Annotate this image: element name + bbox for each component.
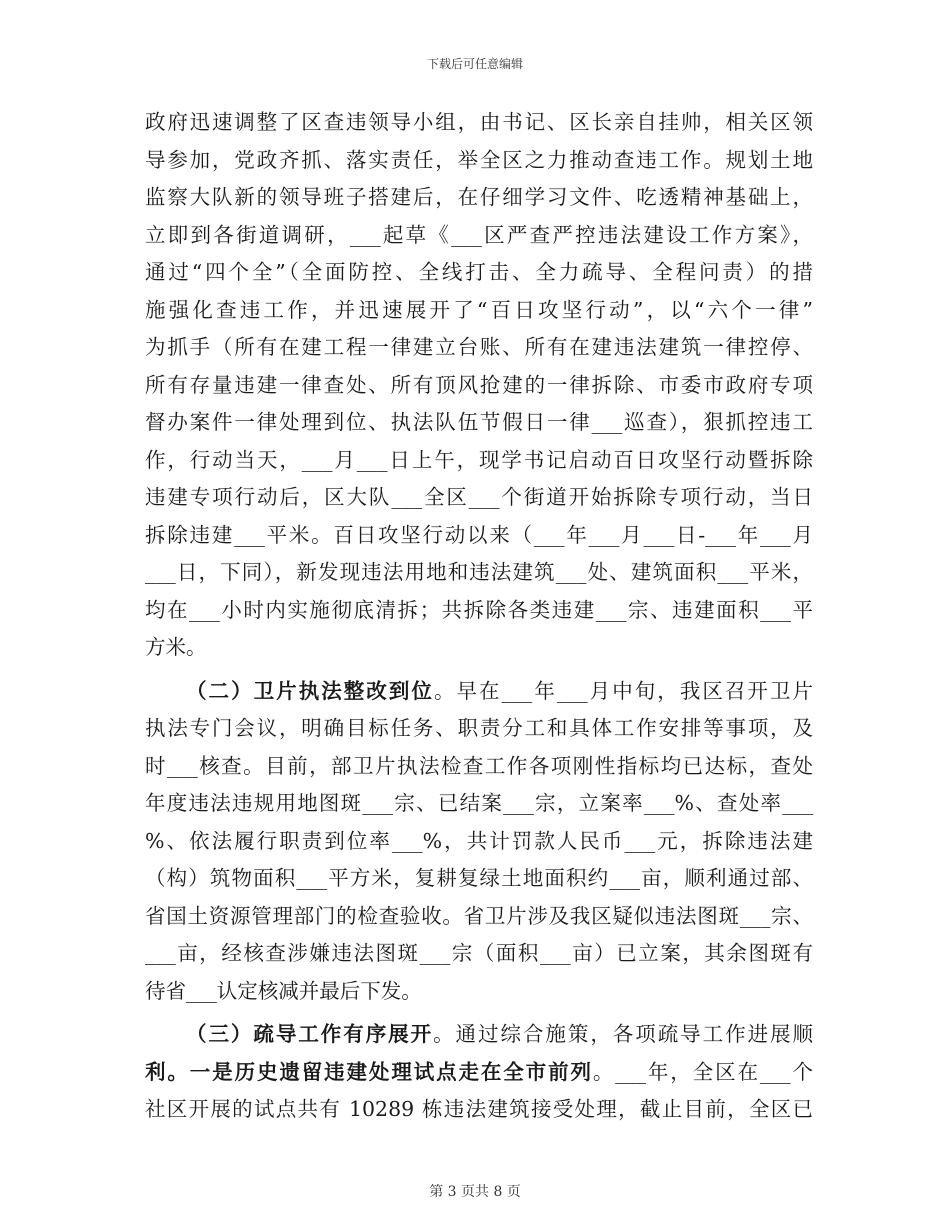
text-line: 作，行动当天，___月___日上午，现学书记启动百日攻坚行动暨拆除 — [145, 447, 813, 472]
text-line: 为抓手（所有在建工程一律建立台账、所有在建违法建筑一律控停、 — [145, 335, 813, 359]
text-line: 通过“四个全”（全面防控、全线打击、全力疏导、全程问责）的措 — [145, 260, 813, 284]
text-line: 方米。 — [145, 635, 207, 659]
text-line: 省国土资源管理部门的检查验收。省卫片涉及我区疑似违法图斑___宗、 — [145, 903, 813, 928]
text-line: 导参加，党政齐抓、落实责任，举全区之力推动查违工作。规划土地 — [145, 147, 813, 172]
text-line: 年度违法违规用地图斑___宗、已结案___宗，立案率___%、查处率___ — [145, 791, 813, 815]
text-line: 社区开展的试点共有 10289 栋违法建筑接受处理，截止目前，全区已 — [145, 1097, 813, 1121]
text-line: 施强化查违工作，并迅速展开了“百日攻坚行动”，以“六个一律” — [145, 297, 813, 322]
text-line: （构）筑物面积___平方米，复耕复绿土地面积约___亩，顺利通过部、 — [145, 866, 813, 890]
text-line: 监察大队新的领导班子搭建后，在仔细学习文件、吃透精神基础上， — [145, 185, 813, 209]
text-line: 所有存量违建一律查处、所有顶风抢建的一律拆除、市委市政府专项 — [145, 372, 813, 397]
section-heading: （三）疏导工作有序展开 — [186, 1022, 434, 1046]
bold-lead: 利。一是历史遗留违建处理试点走在全市前列 — [145, 1059, 593, 1084]
text-line: 时___核查。目前，部卫片执法检查工作各项刚性指标均已达标，查处 — [145, 753, 813, 778]
text-line: 违建专项行动后，区大队___全区___个街道开始拆除专项行动，当日 — [145, 485, 813, 509]
text-span: 。通过综合施策，各项疏导工作进展顺 — [433, 1022, 814, 1046]
text-line: 政府迅速调整了区查违领导小组，由书记、区长亲自挂帅，相关区领 — [145, 110, 813, 134]
text-line: ___日，下同），新发现违法用地和违法建筑___处、建筑面积___平米， — [145, 560, 813, 584]
paragraph-1 — [145, 104, 813, 667]
text-line: 均在___小时内实施彻底清拆；共拆除各类违建___宗、违建面积___平 — [145, 597, 813, 622]
text-line — [145, 673, 813, 711]
text-span: 。早在___年___月中旬，我区召开卫片 — [433, 678, 814, 703]
text-line: 执法专门会议，明确目标任务、职责分工和具体工作安排等事项，及 — [145, 716, 813, 740]
text-line: %、依法履行职责到位率___%，共计罚款人民币___元，拆除违法建 — [145, 828, 813, 853]
text-line: 立即到各街道调研，___起草《___区严查严控违法建设工作方案》， — [145, 222, 813, 247]
page-header: 下载后可任意编辑 — [426, 57, 523, 71]
text-line: 待省___认定核减并最后下发。 — [145, 978, 422, 1003]
text-line: 督办案件一律处理到位、执法队伍节假日一律___巡查），狠抓控违工 — [145, 410, 813, 434]
text-line — [145, 1016, 813, 1054]
paragraph-3 — [145, 1016, 813, 1129]
text-line: ___亩，经核查涉嫌违法图斑___宗（面积___亩）已立案，其余图斑有 — [145, 941, 813, 965]
text-line — [145, 1054, 813, 1092]
page-footer: 第 3 页共 8 页 — [429, 1184, 521, 1200]
paragraph-2 — [145, 673, 813, 1011]
text-line: 拆除违建___平米。百日攻坚行动以来（___年___月___日-___年___月 — [145, 522, 813, 547]
document-body — [145, 104, 813, 1129]
section-heading: （二）卫片执法整改到位 — [186, 678, 434, 703]
text-span: 。___年，全区在___个 — [592, 1059, 814, 1084]
